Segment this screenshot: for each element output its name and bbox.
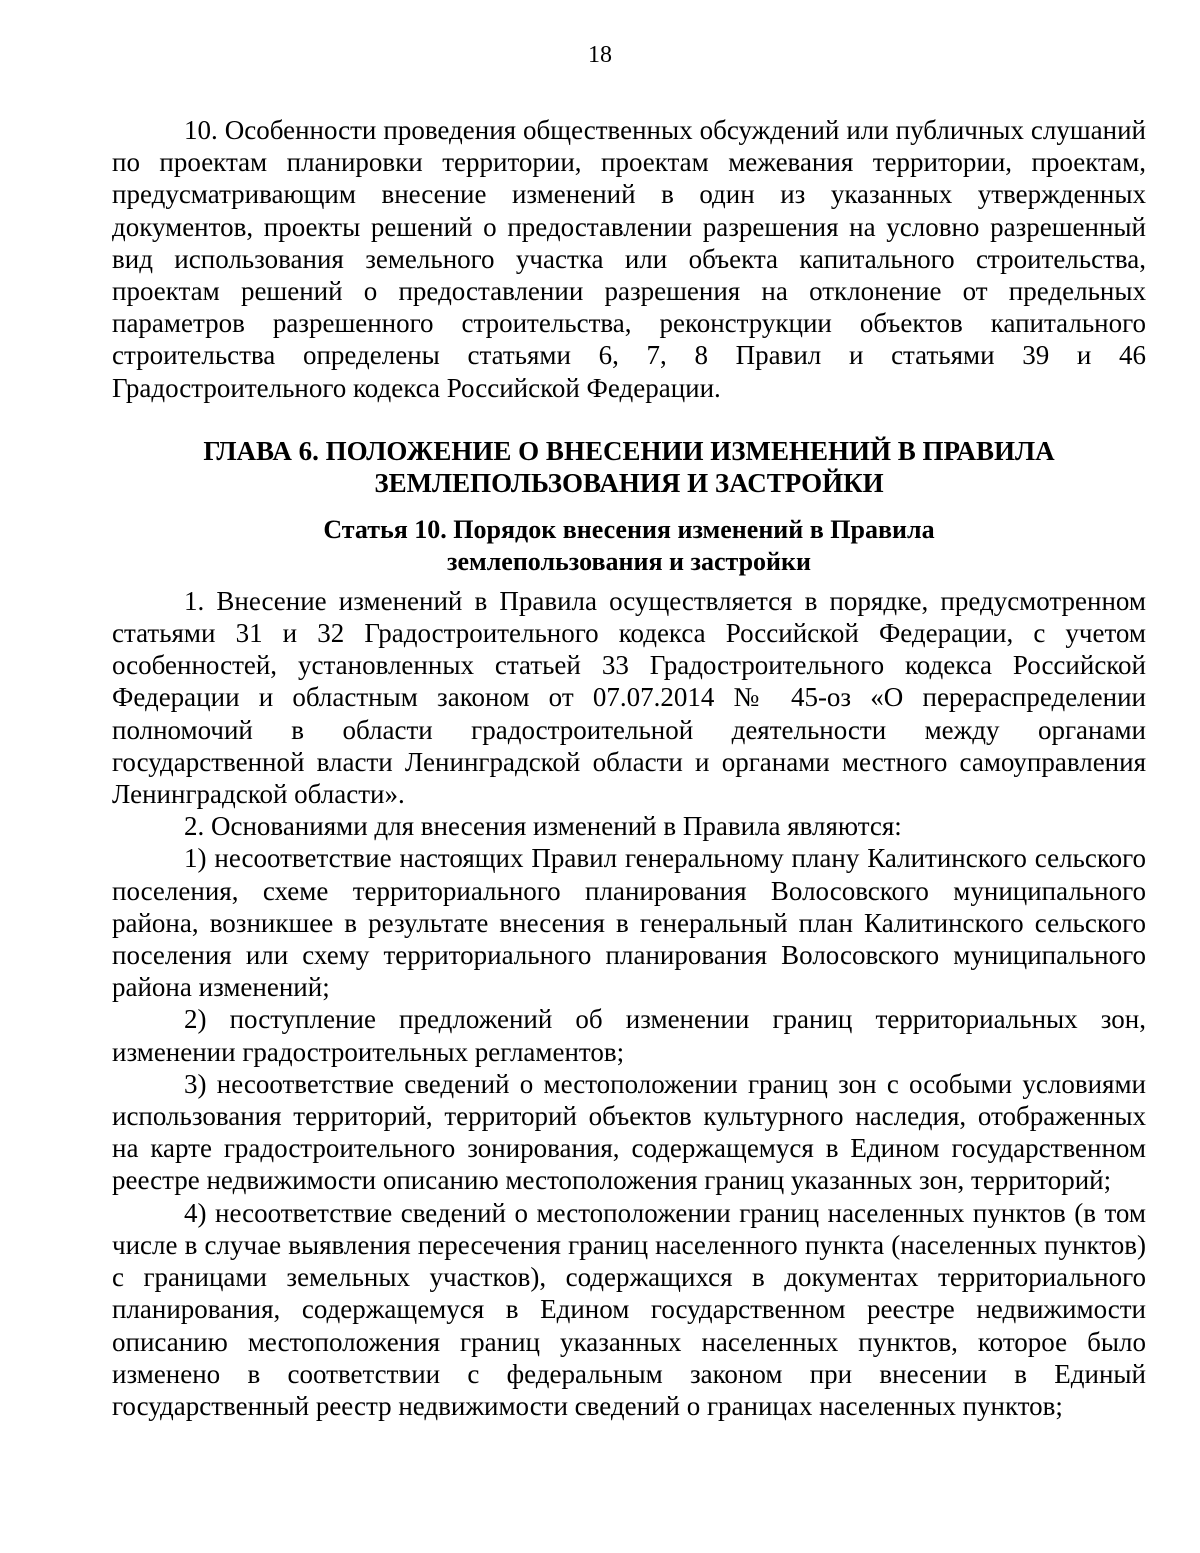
paragraph-subclause-2: 2) поступление предложений об изменении границ территориальных зон, изменении градостроительных регламентов; — [112, 1004, 1146, 1067]
article-heading — [112, 514, 1146, 578]
page-number: 18 — [588, 42, 612, 68]
page-content — [112, 114, 1146, 1422]
paragraph-subclause-1: 1) несоответствие настоящих Правил генеральному плану Калитинского сельского поселения, схеме территориального планирования Волосовского муниципального района, возникшее в результате внесения в генеральный план Калитинского сельского поселения или схему территориального планирования Волосовского муниципального района изменений; — [112, 843, 1146, 1003]
paragraph-clause-2: 2. Основаниями для внесения изменений в Правила являются: — [184, 811, 902, 842]
chapter-heading — [112, 435, 1146, 499]
paragraph-subclause-4: 4) несоответствие сведений о местоположении границ населенных пунктов (в том числе в случае выявления пересечения границ населенного пункта (населенных пунктов) с границами земельных участков), содержащихся в документах территориального планирования, содержащемуся в Едином государственном реестре недвижимости описанию местоположения границ указанных населенных пунктов, которое было изменено в соответствии с федеральным законом при внесении в Единый государственный реестр недвижимости сведений о границах населенных пунктов; — [112, 1197, 1146, 1421]
article-heading-line-2: землепользования и застройки — [447, 546, 811, 576]
chapter-heading-line-1: ГЛАВА 6. ПОЛОЖЕНИЕ О ВНЕСЕНИИ ИЗМЕНЕНИЙ В ПРАВИЛА — [203, 435, 1055, 466]
paragraph-item-10: 10. Особенности проведения общественных обсуждений или публичных слушаний по проектам планировки территории, проектам межевания территории, проектам, предусматривающим внесение изменений в один из указанных утвержденных документов, проекты решений о предоставлении разрешения на условно разрешенный вид использования земельного участка или объекта капитального строительства, проектам решений о предоставлении разрешения на отклонение от предельных параметров разрешенного строительства, реконструкции объектов капитального строительства определены статьями 6, 7, 8 Правил и статьями 39 и 46 Градостроительного кодекса Российской Федерации. — [112, 115, 1146, 403]
paragraph-subclause-3: 3) несоответствие сведений о местоположении границ зон с особыми условиями использования территорий, территорий объектов культурного наследия, отображенных на карте градостроительного зонирования, содержащемуся в Едином государственном реестре недвижимости описанию местоположения границ указанных зон, территорий; — [112, 1068, 1146, 1196]
article-heading-line-1: Статья 10. Порядок внесения изменений в Правила — [323, 514, 935, 544]
paragraph-clause-1: 1. Внесение изменений в Правила осуществляется в порядке, предусмотренном статьями 31 и 32 Градостроительного кодекса Российской Федерации, с учетом особенностей, установленных статьей 33 Градостроительного кодекса Российской Федерации и областным законом от 07.07.2014 № 45-оз «О перераспределении полномочий в области градостроительной деятельности между органами государственной власти Ленинградской области и органами местного самоуправления Ленинградской области». — [112, 585, 1146, 810]
chapter-heading-line-2: ЗЕМЛЕПОЛЬЗОВАНИЯ И ЗАСТРОЙКИ — [374, 467, 884, 498]
